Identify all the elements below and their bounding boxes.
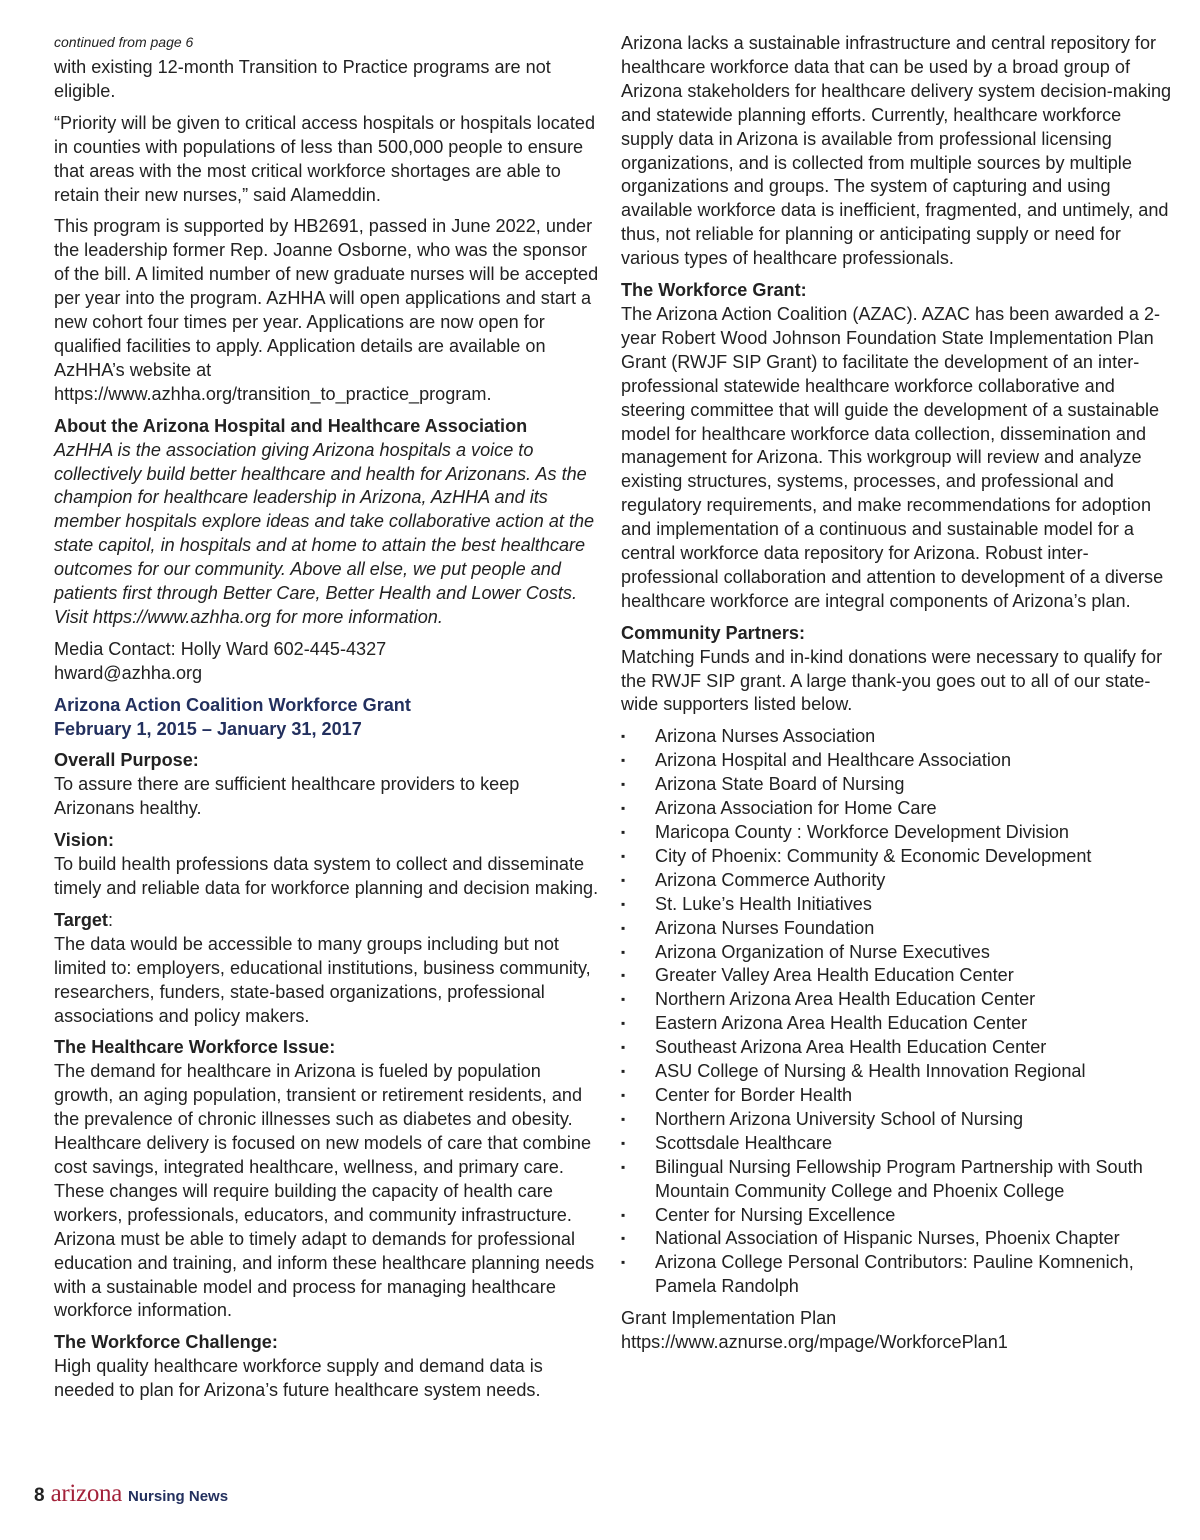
section-heading: Community Partners:	[621, 622, 805, 643]
section-body: To assure there are sufficient healthcare providers to keep Arizonans healthy.	[54, 774, 520, 819]
page-footer	[34, 1480, 228, 1510]
partner-name: Arizona State Board of Nursing	[655, 774, 905, 795]
publication-name: Nursing News	[128, 1488, 229, 1505]
bullet-icon: ▪	[621, 753, 626, 768]
partner-list-item	[621, 893, 1173, 917]
bullet-icon: ▪	[621, 777, 626, 792]
workforce-grant-section	[621, 279, 1173, 614]
grant-title: Arizona Action Coalition Workforce Grant	[54, 694, 411, 715]
section-body: The demand for healthcare in Arizona is fueled by population growth, an aging population, transient or retirement residents, and the prevalence of chronic illnesses such as diabetes and obesity. Healthcare delivery is focused on new models of care that combine cost savings, integrated healthcare, wellness, and primary care. These changes will require building the capacity of health care workers, professionals, educators, and community infrastructure. Arizona must be able to timely adapt to demands for professional education and training, and inform these healthcare planning needs with a sustainable model and process for managing healthcare workforce information.	[54, 1061, 595, 1321]
partner-name: Eastern Arizona Area Health Education Center	[655, 1013, 1028, 1034]
bullet-icon: ▪	[621, 848, 626, 863]
partner-name: City of Phoenix: Community & Economic Development	[655, 845, 1092, 866]
bullet-icon: ▪	[621, 1231, 626, 1246]
partner-list-item	[621, 1204, 1173, 1228]
bullet-icon: ▪	[621, 1159, 626, 1174]
grant-dates: February 1, 2015 – January 31, 2017	[54, 718, 362, 739]
quote-paragraph: “Priority will be given to critical access hospitals or hospitals located in counties with populations of less than 500,000 people to ensure that areas with the most critical workforce shortages are able to retain their new nurses,” said Alameddin.	[54, 112, 596, 205]
partner-list-item	[621, 1084, 1173, 1108]
bullet-icon: ▪	[621, 920, 626, 935]
media-contact-line: Media Contact: Holly Ward 602-445-4327	[54, 638, 387, 659]
partner-list-item	[621, 749, 1173, 773]
page-number: 8	[34, 1485, 45, 1506]
partner-name: Scottsdale Healthcare	[655, 1132, 833, 1153]
partner-list-item	[621, 773, 1173, 797]
challenge-section	[54, 1331, 602, 1403]
partner-list-item	[621, 917, 1173, 941]
section-heading: Vision:	[54, 830, 114, 851]
partner-name: ASU College of Nursing & Health Innovation Regional	[655, 1061, 1086, 1082]
bullet-icon: ▪	[621, 872, 626, 887]
partner-list-item	[621, 797, 1173, 821]
partner-name: Arizona Association for Home Care	[655, 798, 937, 819]
partner-list-item	[621, 1108, 1173, 1132]
partner-name: Arizona College Personal Contributors: Pauline Komnenich, Pamela Randolph	[655, 1252, 1134, 1297]
partners-section	[621, 622, 1173, 718]
partner-name: Arizona Hospital and Healthcare Association	[655, 750, 1012, 771]
partner-list-item	[621, 1156, 1173, 1204]
bullet-icon: ▪	[621, 1135, 626, 1150]
media-contact	[54, 638, 602, 686]
media-email: hward@azhha.org	[54, 662, 203, 683]
partner-list-item	[621, 1036, 1173, 1060]
paragraph: with existing 12-month Transition to Practice programs are not eligible.	[54, 57, 551, 101]
grant-title-block	[54, 694, 602, 742]
partner-list-item	[621, 1227, 1173, 1251]
purpose-section	[54, 749, 602, 821]
plan-label: Grant Implementation Plan	[621, 1308, 837, 1329]
bullet-icon: ▪	[621, 896, 626, 911]
partner-list-item	[621, 1012, 1173, 1036]
bullet-icon: ▪	[621, 1255, 626, 1270]
paragraph: Arizona lacks a sustainable infrastructure and central repository for healthcare workforce data that can be used by a broad group of Arizona stakeholders for healthcare delivery system decision-making and statewide planning efforts. Currently, healthcare workforce supply data in Arizona is available from professional licensing organizations, and is collected from multiple sources by multiple organizations and groups. The system of capturing and using available workforce data is inefficient, fragmented, and untimely, and thus, not reliable for planning or anticipating supply or need for various types of healthcare professionals.	[621, 33, 1172, 269]
partner-name: Northern Arizona Area Health Education Center	[655, 989, 1036, 1010]
partner-name: Arizona Nurses Association	[655, 726, 876, 747]
partner-name: Center for Nursing Excellence	[655, 1204, 896, 1225]
section-heading: About the Arizona Hospital and Healthcare Association	[54, 415, 528, 436]
continued-note: continued from page 6	[54, 34, 194, 50]
partner-list-item	[621, 941, 1173, 965]
bullet-icon: ▪	[621, 1016, 626, 1031]
partner-name: Northern Arizona University School of Nursing	[655, 1108, 1024, 1129]
partner-list-item	[621, 1251, 1173, 1299]
right-column	[621, 32, 1173, 1363]
bullet-icon: ▪	[621, 801, 626, 816]
bullet-icon: ▪	[621, 968, 626, 983]
partner-name: Arizona Nurses Foundation	[655, 917, 875, 938]
bullet-icon: ▪	[621, 1064, 626, 1079]
partner-name: Bilingual Nursing Fellowship Program Partnership with South Mountain Community College and Phoenix College	[655, 1156, 1143, 1201]
partner-name: Southeast Arizona Area Health Education Center	[655, 1037, 1047, 1058]
section-heading: Overall Purpose:	[54, 750, 199, 771]
partner-name: Center for Border Health	[655, 1084, 853, 1105]
bullet-icon: ▪	[621, 1207, 626, 1222]
partner-name: National Association of Hispanic Nurses, Phoenix Chapter	[655, 1228, 1120, 1249]
partner-list-item	[621, 725, 1173, 749]
partners-list	[621, 725, 1173, 1299]
paragraph: This program is supported by HB2691, passed in June 2022, under the leadership former Rep. Joanne Osborne, who was the sponsor of the bill. A limited number of new graduate nurses will be accepted per year into the program. AzHHA will open applications and start a new cohort four times per year. Applications are now open for qualified facilities to apply. Application details are available on AzHHA’s website at https://www.azhha.org/transition_to_practice_program.	[54, 216, 599, 404]
partner-list-item	[621, 845, 1173, 869]
section-body: Matching Funds and in-kind donations were necessary to qualify for the RWJF SIP grant. A large thank-you goes out to all of our state-wide supporters listed below.	[621, 646, 1163, 715]
implementation-plan	[621, 1307, 1173, 1355]
partner-name: Arizona Commerce Authority	[655, 869, 886, 890]
partner-name: Greater Valley Area Health Education Center	[655, 965, 1014, 986]
issue-section	[54, 1036, 602, 1323]
heading-colon: :	[107, 909, 113, 930]
bullet-icon: ▪	[621, 1087, 626, 1102]
bullet-icon: ▪	[621, 944, 626, 959]
section-heading: The Workforce Grant:	[621, 280, 807, 301]
partner-list-item	[621, 821, 1173, 845]
section-heading: Target	[54, 909, 108, 930]
bullet-icon: ▪	[621, 729, 626, 744]
section-body: High quality healthcare workforce supply and demand data is needed to plan for Arizona’s future healthcare system needs.	[54, 1356, 543, 1401]
section-body: To build health professions data system to collect and disseminate timely and reliable data for workforce planning and decision making.	[54, 854, 599, 898]
bullet-icon: ▪	[621, 1040, 626, 1055]
about-section	[54, 415, 602, 630]
partner-list-item	[621, 869, 1173, 893]
publication-logo: arizona	[50, 1480, 123, 1507]
partner-name: Arizona Organization of Nurse Executives	[655, 941, 990, 962]
partner-list-item	[621, 988, 1173, 1012]
partner-name: St. Luke’s Health Initiatives	[655, 893, 872, 914]
target-section	[54, 909, 602, 1029]
left-column	[54, 32, 602, 1411]
bullet-icon: ▪	[621, 992, 626, 1007]
section-heading: The Healthcare Workforce Issue:	[54, 1037, 336, 1058]
partner-list-item	[621, 964, 1173, 988]
bullet-icon: ▪	[621, 825, 626, 839]
section-body: The data would be accessible to many groups including but not limited to: employers, educational institutions, business community, researchers, funders, state-based organizations, professional associations and policy makers.	[54, 933, 591, 1026]
vision-section	[54, 829, 602, 901]
partner-name: Maricopa County : Workforce Development Division	[655, 822, 1069, 842]
about-body: AzHHA is the association giving Arizona hospitals a voice to collectively build better healthcare and health for Arizonans. As the champion for healthcare leadership in Arizona, AzHHA and its member hospitals explore ideas and take collaborative action at the state capitol, in hospitals and at home to attain the best healthcare outcomes for our community. Above all else, we put people and patients first through Better Care, Better Health and Lower Costs. Visit https://www.azhha.org for more information.	[54, 439, 595, 627]
section-body: The Arizona Action Coalition (AZAC). AZAC has been awarded a 2-year Robert Wood Johnson Foundation State Implementation Plan Grant (RWJF SIP Grant) to facilitate the development of an inter-professional statewide healthcare workforce collaborative and steering committee that will guide the development of a sustainable model for healthcare workforce data collection, dissemination and management for Arizona. This workgroup will review and analyze existing structures, systems, processes, and professional and regulatory requirements, and make recommendations for adoption and implementation of a continuous and sustainable model for a central workforce data repository for Arizona. Robust inter-professional collaboration and attention to development of a diverse healthcare workforce are integral components of Arizona’s plan.	[621, 303, 1164, 611]
plan-url[interactable]: https://www.aznurse.org/mpage/WorkforcePlan1	[621, 1332, 1008, 1353]
bullet-icon: ▪	[621, 1111, 626, 1126]
section-heading: The Workforce Challenge:	[54, 1332, 278, 1353]
partner-list-item	[621, 1132, 1173, 1156]
target-heading-line	[54, 909, 602, 933]
partner-list-item	[621, 1060, 1173, 1084]
